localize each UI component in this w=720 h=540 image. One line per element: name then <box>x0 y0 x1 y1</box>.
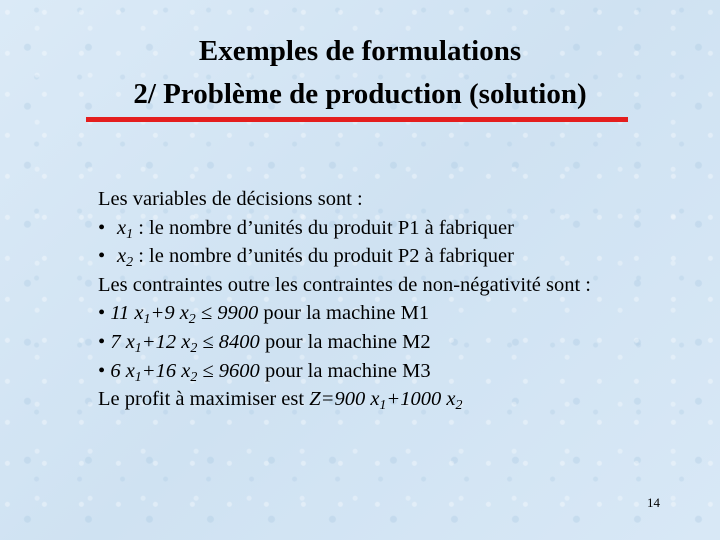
page-number: 14 <box>647 495 660 510</box>
constraints-intro: Les contraintes outre les contraintes de non-négativité sont : <box>98 273 591 296</box>
bullet: • <box>98 359 106 382</box>
constraint-item: • 6 $x_1+16$ $x_2 \le 9600$ pour la machine M3 <box>98 359 431 385</box>
slide-title-line-2: 2/ Problème de production (solution) <box>133 78 587 110</box>
slide-body <box>98 185 658 414</box>
constraint-item: • 11 $x_1+9$ $x_2 \le 9900$ pour la machine M1 <box>98 302 430 328</box>
variables-intro: Les variables de décisions sont : <box>98 188 363 210</box>
variable-item: • $x_2$ : le nombre d’unités du produit P2 à fabriquer <box>98 242 658 271</box>
constraint-item: • 7 $x_1+12$ $x_2 \le 8400$ pour la machine M2 <box>98 330 431 357</box>
slide-title-line-1: Exemples de formulations <box>198 35 522 67</box>
bullet: • <box>98 302 106 325</box>
bullet: • <box>98 245 106 268</box>
title-underline <box>86 117 628 122</box>
bullet: • <box>98 216 106 239</box>
bullet: • <box>98 330 106 353</box>
objective-line: Le profit à maximiser est Z=900 $x_1+1000$ $x_2$ <box>98 388 463 414</box>
variable-item: • $x_1$ : le nombre d’unités du produit P1 à fabriquer <box>98 214 658 243</box>
